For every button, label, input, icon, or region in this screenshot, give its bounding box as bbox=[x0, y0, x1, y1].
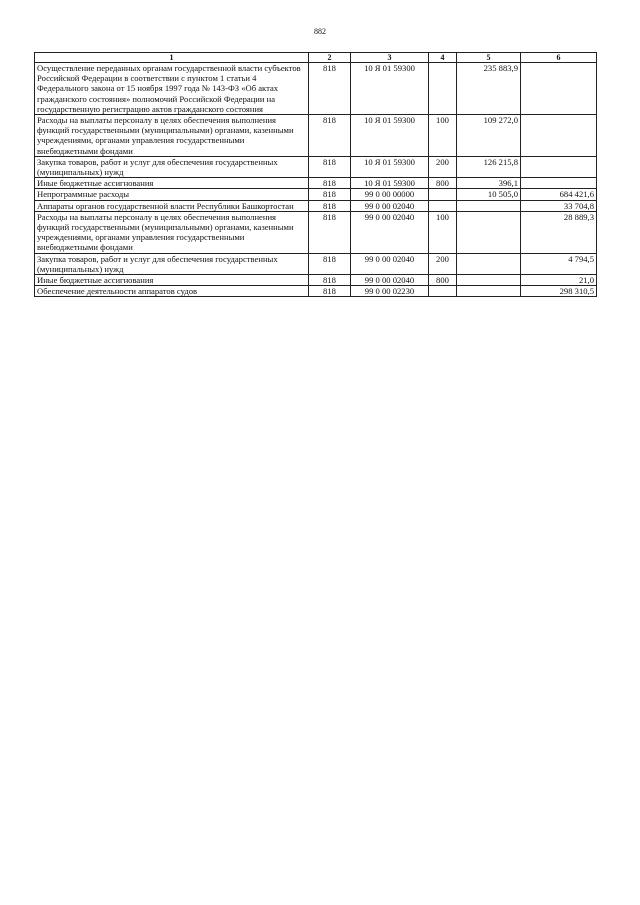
cell-value6 bbox=[521, 178, 597, 189]
column-header-article: 3 bbox=[351, 53, 429, 63]
cell-value5: 396,1 bbox=[457, 178, 521, 189]
cell-name: Закупка товаров, работ и услуг для обеспечения государственных (муниципальных) нужд bbox=[35, 156, 309, 177]
cell-article: 10 Я 01 59300 bbox=[351, 115, 429, 157]
cell-name: Иные бюджетные ассигнования bbox=[35, 178, 309, 189]
cell-article: 99 0 00 00000 bbox=[351, 189, 429, 200]
cell-code: 818 bbox=[309, 189, 351, 200]
cell-value6 bbox=[521, 115, 597, 157]
cell-code: 818 bbox=[309, 156, 351, 177]
cell-value5: 126 215,8 bbox=[457, 156, 521, 177]
cell-value6: 28 889,3 bbox=[521, 211, 597, 253]
cell-kind: 200 bbox=[429, 253, 457, 274]
cell-value6: 33 704,8 bbox=[521, 200, 597, 211]
cell-value5: 235 883,9 bbox=[457, 63, 521, 115]
table-row bbox=[35, 63, 597, 115]
cell-kind: 100 bbox=[429, 115, 457, 157]
cell-code: 818 bbox=[309, 253, 351, 274]
cell-value6 bbox=[521, 156, 597, 177]
cell-name: Осуществление переданных органам государственной власти субъектов Российской Федерации в соответствии с пунктом 1 статьи 4 Федерального закона от 15 ноября 1997 года № 143-ФЗ «Об актах гражданского состояния» полномочий Российской Федерации на государственную регистрацию актов гражданского состояния bbox=[35, 63, 309, 115]
budget-table bbox=[34, 52, 597, 297]
table-row bbox=[35, 253, 597, 274]
column-header-kind: 4 bbox=[429, 53, 457, 63]
cell-value6: 4 794,5 bbox=[521, 253, 597, 274]
cell-article: 10 Я 01 59300 bbox=[351, 178, 429, 189]
cell-kind bbox=[429, 189, 457, 200]
cell-kind: 800 bbox=[429, 178, 457, 189]
table-row bbox=[35, 200, 597, 211]
cell-name: Расходы на выплаты персоналу в целях обеспечения выполнения функций государственными (муниципальными) органами, казенными учреждениями, органами управления государственными внебюджетными фондами bbox=[35, 211, 309, 253]
cell-article: 99 0 00 02230 bbox=[351, 286, 429, 297]
table-body bbox=[35, 63, 597, 297]
cell-article: 99 0 00 02040 bbox=[351, 253, 429, 274]
cell-value5 bbox=[457, 286, 521, 297]
table-row bbox=[35, 286, 597, 297]
cell-name: Закупка товаров, работ и услуг для обеспечения государственных (муниципальных) нужд bbox=[35, 253, 309, 274]
cell-name: Аппараты органов государственной власти Республики Башкортостан bbox=[35, 200, 309, 211]
cell-article: 99 0 00 02040 bbox=[351, 211, 429, 253]
cell-name: Расходы на выплаты персоналу в целях обеспечения выполнения функций государственными (муниципальными) органами, казенными учреждениями, органами управления государственными внебюджетными фондами bbox=[35, 115, 309, 157]
table-row bbox=[35, 211, 597, 253]
cell-code: 818 bbox=[309, 286, 351, 297]
cell-kind: 200 bbox=[429, 156, 457, 177]
cell-article: 10 Я 01 59300 bbox=[351, 156, 429, 177]
cell-code: 818 bbox=[309, 211, 351, 253]
table-row bbox=[35, 115, 597, 157]
cell-value5: 109 272,0 bbox=[457, 115, 521, 157]
cell-name: Обеспечение деятельности аппаратов судов bbox=[35, 286, 309, 297]
cell-name: Иные бюджетные ассигнования bbox=[35, 275, 309, 286]
cell-kind bbox=[429, 200, 457, 211]
column-header-code: 2 bbox=[309, 53, 351, 63]
cell-value6: 684 421,6 bbox=[521, 189, 597, 200]
cell-value5 bbox=[457, 200, 521, 211]
cell-code: 818 bbox=[309, 115, 351, 157]
cell-article: 99 0 00 02040 bbox=[351, 275, 429, 286]
table-row bbox=[35, 178, 597, 189]
cell-value6: 298 310,5 bbox=[521, 286, 597, 297]
cell-article: 10 Я 01 59300 bbox=[351, 63, 429, 115]
cell-code: 818 bbox=[309, 275, 351, 286]
table-row bbox=[35, 156, 597, 177]
cell-value5 bbox=[457, 253, 521, 274]
cell-value5 bbox=[457, 211, 521, 253]
cell-article: 99 0 00 02040 bbox=[351, 200, 429, 211]
cell-kind bbox=[429, 63, 457, 115]
cell-code: 818 bbox=[309, 63, 351, 115]
cell-code: 818 bbox=[309, 178, 351, 189]
table-row bbox=[35, 189, 597, 200]
cell-value5 bbox=[457, 275, 521, 286]
column-header-name: 1 bbox=[35, 53, 309, 63]
column-header-value6: 6 bbox=[521, 53, 597, 63]
cell-kind bbox=[429, 286, 457, 297]
cell-name: Непрограммные расходы bbox=[35, 189, 309, 200]
table-row bbox=[35, 275, 597, 286]
cell-value5: 10 505,0 bbox=[457, 189, 521, 200]
table-header-row bbox=[35, 53, 597, 63]
page-number: 882 bbox=[314, 27, 326, 36]
column-header-value5: 5 bbox=[457, 53, 521, 63]
cell-value6: 21,0 bbox=[521, 275, 597, 286]
cell-code: 818 bbox=[309, 200, 351, 211]
cell-value6 bbox=[521, 63, 597, 115]
cell-kind: 800 bbox=[429, 275, 457, 286]
cell-kind: 100 bbox=[429, 211, 457, 253]
